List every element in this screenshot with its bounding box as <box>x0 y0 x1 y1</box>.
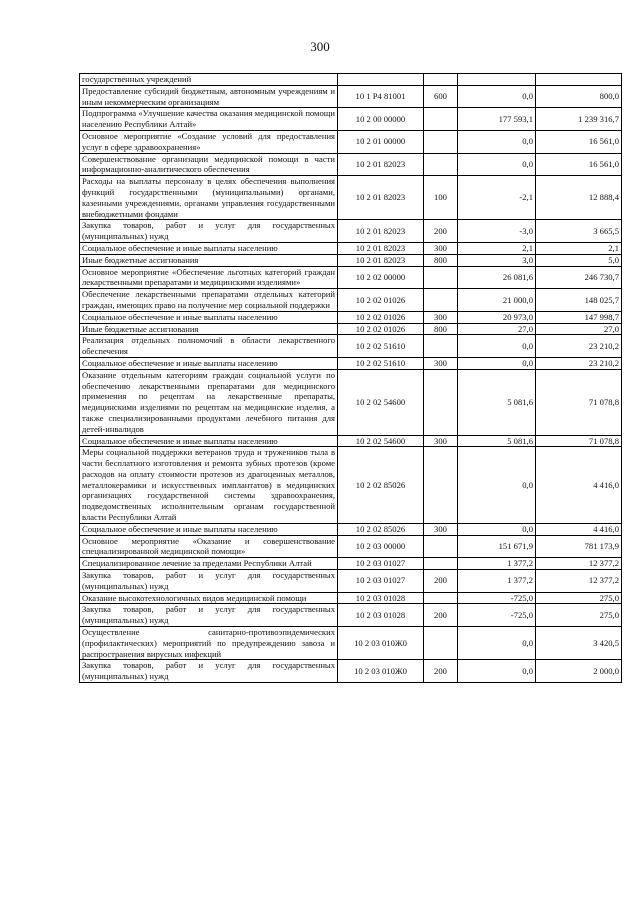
row-change-amount-cell: 26 081,6 <box>458 266 536 289</box>
row-code-cell: 10 2 02 85026 <box>338 447 424 524</box>
row-change-amount-cell: -725,0 <box>458 604 536 627</box>
row-code-cell: 10 2 02 01026 <box>338 289 424 312</box>
row-change-amount-cell: 0,0 <box>458 130 536 153</box>
row-code-cell: 10 2 03 00000 <box>338 535 424 558</box>
row-total-amount-cell: 23 210,2 <box>536 335 622 358</box>
row-name-cell: Обеспечение лекарственными препаратами отдельных категорий граждан, имеющих право на получение мер социальной поддержки <box>80 289 338 312</box>
row-change-amount-cell: 1 377,2 <box>458 570 536 593</box>
row-code-cell: 10 2 03 01028 <box>338 604 424 627</box>
table-row <box>80 85 622 108</box>
row-name-cell: Специализированное лечение за пределами Республики Алтай <box>80 558 338 570</box>
row-expense-type-cell: 300 <box>424 242 458 254</box>
row-code-cell: 10 2 01 82023 <box>338 153 424 176</box>
budget-table-body <box>80 74 622 683</box>
row-expense-type-cell: 200 <box>424 220 458 243</box>
table-row <box>80 369 622 435</box>
row-expense-type-cell <box>424 74 458 86</box>
table-row <box>80 592 622 604</box>
row-total-amount-cell: 246 730,7 <box>536 266 622 289</box>
page-number: 300 <box>310 39 330 54</box>
row-expense-type-cell <box>424 447 458 524</box>
row-total-amount-cell: 4 416,0 <box>536 447 622 524</box>
row-expense-type-cell: 300 <box>424 435 458 447</box>
row-name-cell: Социальное обеспечение и иные выплаты населению <box>80 435 338 447</box>
table-row <box>80 289 622 312</box>
row-expense-type-cell: 200 <box>424 570 458 593</box>
table-row <box>80 558 622 570</box>
row-expense-type-cell <box>424 592 458 604</box>
row-change-amount-cell: 0,0 <box>458 627 536 660</box>
row-change-amount-cell: 151 671,9 <box>458 535 536 558</box>
table-row <box>80 220 622 243</box>
row-change-amount-cell: 0,0 <box>458 335 536 358</box>
row-code-cell: 10 2 03 010Ж0 <box>338 627 424 660</box>
row-total-amount-cell: 71 078,8 <box>536 369 622 435</box>
row-expense-type-cell: 300 <box>424 523 458 535</box>
row-name-cell: государственных учреждений <box>80 74 338 86</box>
row-name-cell: Социальное обеспечение и иные выплаты населению <box>80 311 338 323</box>
row-expense-type-cell <box>424 130 458 153</box>
row-name-cell: Иные бюджетные ассигнования <box>80 254 338 266</box>
row-name-cell: Оказание отдельным категориям граждан социальной услуги по обеспечению лекарственными препаратами для медицинского применения по рецептам на лекарственные препараты, медицинскими изделиями по рецептам на медицинские изделия, а также специализированными продуктами лечебного питания для детей-инвалидов <box>80 369 338 435</box>
row-total-amount-cell: 147 998,7 <box>536 311 622 323</box>
row-change-amount-cell: 21 000,0 <box>458 289 536 312</box>
row-code-cell: 10 2 03 01028 <box>338 592 424 604</box>
table-row <box>80 660 622 683</box>
table-row <box>80 176 622 220</box>
row-name-cell: Иные бюджетные ассигнования <box>80 323 338 335</box>
table-row <box>80 447 622 524</box>
row-change-amount-cell: 177 593,1 <box>458 108 536 131</box>
budget-table <box>79 73 622 683</box>
row-change-amount-cell <box>458 74 536 86</box>
row-expense-type-cell <box>424 289 458 312</box>
row-code-cell: 10 2 01 00000 <box>338 130 424 153</box>
row-change-amount-cell: 1 377,2 <box>458 558 536 570</box>
row-name-cell: Закупка товаров, работ и услуг для государственных (муниципальных) нужд <box>80 660 338 683</box>
table-row <box>80 130 622 153</box>
row-total-amount-cell: 2,1 <box>536 242 622 254</box>
row-change-amount-cell: -3,0 <box>458 220 536 243</box>
row-total-amount-cell: 148 025,7 <box>536 289 622 312</box>
row-total-amount-cell: 27,0 <box>536 323 622 335</box>
row-code-cell <box>338 74 424 86</box>
row-code-cell: 10 2 03 01027 <box>338 558 424 570</box>
row-name-cell: Осуществление санитарно-противоэпидемических (профилактических) мероприятий по предупреждению завоза и распространения вирусных инфекций <box>80 627 338 660</box>
row-change-amount-cell: 3,0 <box>458 254 536 266</box>
row-code-cell: 10 2 03 01027 <box>338 570 424 593</box>
row-change-amount-cell: 0,0 <box>458 660 536 683</box>
row-expense-type-cell <box>424 627 458 660</box>
row-code-cell: 10 2 02 85026 <box>338 523 424 535</box>
row-total-amount-cell: 1 239 316,7 <box>536 108 622 131</box>
row-change-amount-cell: 5 081,6 <box>458 369 536 435</box>
table-row <box>80 570 622 593</box>
row-code-cell: 10 2 03 010Ж0 <box>338 660 424 683</box>
row-total-amount-cell: 275,0 <box>536 604 622 627</box>
row-change-amount-cell: 0,0 <box>458 523 536 535</box>
row-name-cell: Закупка товаров, работ и услуг для государственных (муниципальных) нужд <box>80 220 338 243</box>
row-code-cell: 10 2 02 00000 <box>338 266 424 289</box>
row-expense-type-cell: 800 <box>424 323 458 335</box>
row-name-cell: Социальное обеспечение и иные выплаты населению <box>80 242 338 254</box>
row-name-cell: Совершенствование организации медицинской помощи в части информационно-аналитического обеспечения <box>80 153 338 176</box>
row-total-amount-cell: 16 561,0 <box>536 153 622 176</box>
row-total-amount-cell: 71 078,8 <box>536 435 622 447</box>
row-name-cell: Основное мероприятие «Создание условий для предоставления услуг в сфере здравоохранения» <box>80 130 338 153</box>
row-total-amount-cell: 12 377,2 <box>536 558 622 570</box>
table-row <box>80 74 622 86</box>
row-code-cell: 10 2 02 01026 <box>338 311 424 323</box>
row-name-cell: Основное мероприятие «Обеспечение льготных категорий граждан лекарственными препаратами и медицинскими изделиями» <box>80 266 338 289</box>
row-expense-type-cell <box>424 335 458 358</box>
row-code-cell: 10 1 P4 81001 <box>338 85 424 108</box>
row-total-amount-cell: 2 000,0 <box>536 660 622 683</box>
row-total-amount-cell: 23 210,2 <box>536 357 622 369</box>
row-total-amount-cell: 275,0 <box>536 592 622 604</box>
row-code-cell: 10 2 01 82023 <box>338 176 424 220</box>
row-code-cell: 10 2 02 51610 <box>338 335 424 358</box>
row-change-amount-cell: 20 973,0 <box>458 311 536 323</box>
row-change-amount-cell: 0,0 <box>458 357 536 369</box>
row-code-cell: 10 2 00 00000 <box>338 108 424 131</box>
row-total-amount-cell: 800,0 <box>536 85 622 108</box>
row-change-amount-cell: 5 081,6 <box>458 435 536 447</box>
row-expense-type-cell <box>424 266 458 289</box>
table-row <box>80 535 622 558</box>
table-row <box>80 153 622 176</box>
row-name-cell: Социальное обеспечение и иные выплаты населению <box>80 357 338 369</box>
row-change-amount-cell: 0,0 <box>458 447 536 524</box>
row-name-cell: Подпрограмма «Улучшение качества оказания медицинской помощи населению Республики Алтай» <box>80 108 338 131</box>
row-name-cell: Реализация отдельных полномочий в области лекарственного обеспечения <box>80 335 338 358</box>
row-code-cell: 10 2 02 54600 <box>338 369 424 435</box>
table-row <box>80 266 622 289</box>
row-total-amount-cell: 5,0 <box>536 254 622 266</box>
row-code-cell: 10 2 01 82023 <box>338 220 424 243</box>
row-name-cell: Основное мероприятие «Оказание и совершенствование специализированной медицинской помощи» <box>80 535 338 558</box>
row-expense-type-cell: 200 <box>424 604 458 627</box>
table-row <box>80 604 622 627</box>
table-row <box>80 357 622 369</box>
table-row <box>80 523 622 535</box>
row-change-amount-cell: 0,0 <box>458 153 536 176</box>
row-code-cell: 10 2 02 01026 <box>338 323 424 335</box>
table-row <box>80 435 622 447</box>
row-expense-type-cell: 200 <box>424 660 458 683</box>
row-code-cell: 10 2 02 51610 <box>338 357 424 369</box>
row-name-cell: Оказание высокотехнологичных видов медицинской помощи <box>80 592 338 604</box>
row-expense-type-cell: 600 <box>424 85 458 108</box>
row-total-amount-cell: 16 561,0 <box>536 130 622 153</box>
row-change-amount-cell: 0,0 <box>458 85 536 108</box>
row-expense-type-cell: 300 <box>424 311 458 323</box>
row-total-amount-cell: 12 377,2 <box>536 570 622 593</box>
row-expense-type-cell: 100 <box>424 176 458 220</box>
row-expense-type-cell <box>424 108 458 131</box>
row-change-amount-cell: -725,0 <box>458 592 536 604</box>
row-expense-type-cell: 800 <box>424 254 458 266</box>
row-total-amount-cell <box>536 74 622 86</box>
row-total-amount-cell: 3 665,5 <box>536 220 622 243</box>
row-code-cell: 10 2 02 54600 <box>338 435 424 447</box>
row-total-amount-cell: 3 420,5 <box>536 627 622 660</box>
row-name-cell: Социальное обеспечение и иные выплаты населению <box>80 523 338 535</box>
row-change-amount-cell: 27,0 <box>458 323 536 335</box>
table-row <box>80 627 622 660</box>
row-expense-type-cell <box>424 153 458 176</box>
table-row <box>80 242 622 254</box>
table-row <box>80 108 622 131</box>
row-expense-type-cell <box>424 369 458 435</box>
row-name-cell: Закупка товаров, работ и услуг для государственных (муниципальных) нужд <box>80 604 338 627</box>
row-name-cell: Меры социальной поддержки ветеранов труда и тружеников тыла в части бесплатного изготовления и ремонта зубных протезов (кроме расходов на оплату стоимости протезов из драгоценных металлов, металлокерамики и искусственных имплантатов) в медицинских организациях государственной системы здравоохранения, подведомственных исполнительным органам государственной власти Республики Алтай <box>80 447 338 524</box>
row-change-amount-cell: 2,1 <box>458 242 536 254</box>
row-name-cell: Расходы на выплаты персоналу в целях обеспечения выполнения функций государственными (муниципальными) органами, казенными учреждениями, органами управления государственными внебюджетными фондами <box>80 176 338 220</box>
row-code-cell: 10 2 01 82023 <box>338 242 424 254</box>
row-expense-type-cell <box>424 535 458 558</box>
row-expense-type-cell <box>424 558 458 570</box>
row-name-cell: Закупка товаров, работ и услуг для государственных (муниципальных) нужд <box>80 570 338 593</box>
table-row <box>80 335 622 358</box>
row-total-amount-cell: 4 416,0 <box>536 523 622 535</box>
row-expense-type-cell: 300 <box>424 357 458 369</box>
table-row <box>80 311 622 323</box>
row-total-amount-cell: 12 888,4 <box>536 176 622 220</box>
row-total-amount-cell: 781 173,9 <box>536 535 622 558</box>
table-row <box>80 254 622 266</box>
row-code-cell: 10 2 01 82023 <box>338 254 424 266</box>
row-change-amount-cell: -2,1 <box>458 176 536 220</box>
row-name-cell: Предоставление субсидий бюджетным, автономным учреждениям и иным некоммерческим организациям <box>80 85 338 108</box>
table-row <box>80 323 622 335</box>
